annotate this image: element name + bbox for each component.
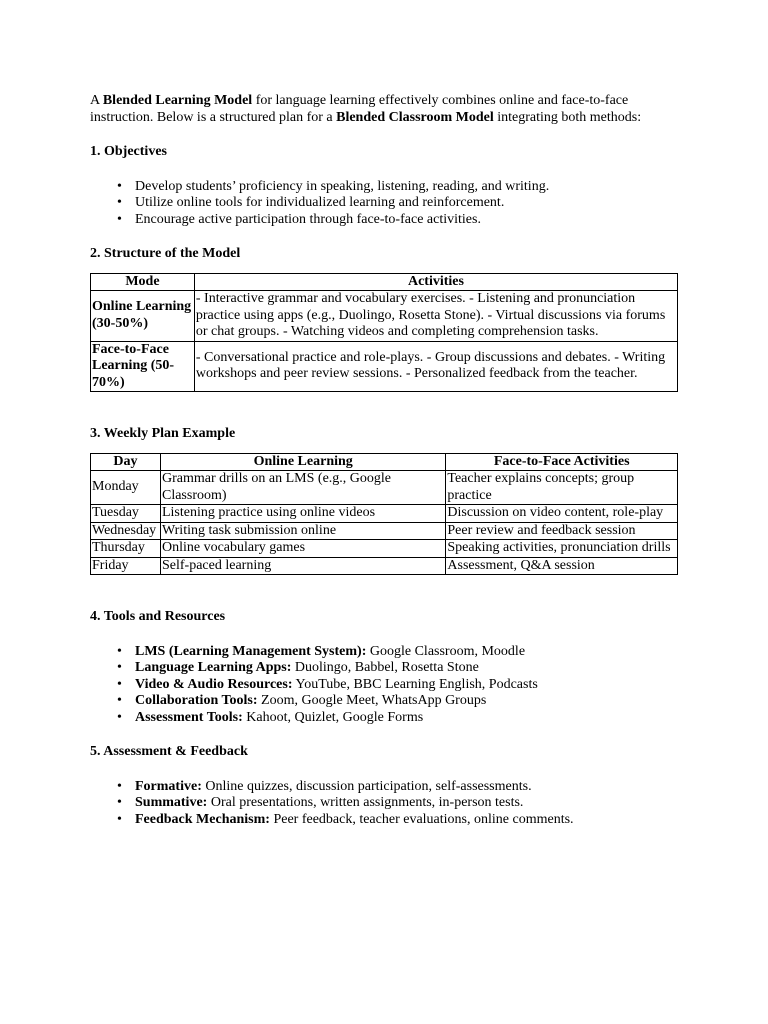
- item-label: Collaboration Tools:: [135, 693, 258, 708]
- day-cell: Friday: [91, 557, 161, 575]
- item-text: Peer feedback, teacher evaluations, online comments.: [269, 811, 574, 827]
- online-cell: Writing task submission online: [160, 522, 445, 540]
- item-label: Assessment Tools:: [135, 709, 243, 725]
- online-cell: Self-paced learning: [160, 557, 445, 575]
- intro-text-3: integrating both methods:: [493, 109, 642, 125]
- intro-bold-2: Blended Classroom Model: [336, 109, 494, 125]
- list-item: [135, 779, 680, 796]
- column-header: Mode: [91, 273, 195, 291]
- item-text: Kahoot, Quizlet, Google Forms: [242, 709, 424, 725]
- weekly-heading: 3. Weekly Plan Example: [90, 426, 236, 441]
- list-item: • Utilize online tools for individualized learning and reinforcement.: [135, 195, 680, 212]
- face-to-face-cell: Discussion on video content, role-play: [446, 505, 678, 523]
- list-item: • Develop students’ proficiency in speaking, listening, reading, and writing.: [135, 179, 680, 196]
- tools-list: [90, 644, 680, 727]
- online-cell: Listening practice using online videos: [160, 505, 445, 523]
- table-row: [91, 471, 678, 505]
- activities-cell: - Interactive grammar and vocabulary exercises. - Listening and pronunciation practice using apps (e.g., Duolingo, Rosetta Stone). - Virtual discussions via forums or chat groups. - Watching videos and completing comprehension tasks.: [194, 291, 677, 342]
- weekly-plan-table: [90, 453, 678, 576]
- day-cell: Monday: [91, 471, 161, 505]
- face-to-face-cell: Teacher explains concepts; group practice: [446, 471, 678, 505]
- online-cell: Online vocabulary games: [160, 540, 445, 558]
- intro-paragraph: [90, 93, 680, 126]
- item-label: Language Learning Apps:: [135, 660, 292, 675]
- item-text: Online quizzes, discussion participation, self-assessments.: [201, 778, 532, 794]
- item-label: Summative:: [135, 795, 208, 810]
- day-cell: Thursday: [91, 540, 161, 558]
- item-text: Google Classroom, Moodle: [366, 643, 526, 659]
- table-row: [91, 522, 678, 540]
- day-cell: Tuesday: [91, 505, 161, 523]
- item-label: LMS (Learning Management System):: [135, 643, 367, 659]
- structure-heading: 2. Structure of the Model: [90, 246, 241, 261]
- column-header: Day: [91, 453, 161, 471]
- objectives-list: [90, 179, 680, 229]
- column-header: Activities: [194, 273, 677, 291]
- assessment-list: [90, 779, 680, 829]
- list-item: [135, 693, 680, 710]
- mode-cell: Online Learning (30-50%): [91, 291, 195, 342]
- objectives-heading: 1. Objectives: [90, 144, 167, 159]
- item-text: YouTube, BBC Learning English, Podcasts: [292, 676, 538, 692]
- item-text: Oral presentations, written assignments, in-person tests.: [207, 795, 524, 810]
- item-label: Video & Audio Resources:: [135, 676, 293, 692]
- list-item: [135, 795, 680, 812]
- intro-bold-1: Blended Learning Model: [102, 93, 253, 108]
- face-to-face-cell: Assessment, Q&A session: [446, 557, 678, 575]
- table-row: [91, 505, 678, 523]
- intro-text-2: for language learning effectively combines online and face-to-face instruction. Below is a structured plan for a: [90, 93, 629, 125]
- item-label: Formative:: [135, 778, 202, 794]
- table-row: [91, 540, 678, 558]
- online-cell: Grammar drills on an LMS (e.g., Google Classroom): [160, 471, 445, 505]
- table-header-row: [91, 273, 678, 291]
- table-row: [91, 291, 678, 342]
- table-row: [91, 557, 678, 575]
- assessment-heading: 5. Assessment & Feedback: [90, 744, 248, 759]
- list-item: [135, 710, 680, 727]
- table-row: [91, 341, 678, 392]
- list-item: • Encourage active participation through face-to-face activities.: [135, 212, 680, 229]
- mode-cell: Face-to-Face Learning (50-70%): [91, 341, 195, 392]
- list-item: [135, 677, 680, 694]
- column-header: Online Learning: [160, 453, 445, 471]
- item-text: Duolingo, Babbel, Rosetta Stone: [291, 660, 479, 675]
- item-label: Feedback Mechanism:: [135, 811, 270, 827]
- table-header-row: [91, 453, 678, 471]
- activities-cell: - Conversational practice and role-plays. - Group discussions and debates. - Writing workshops and peer review sessions. - Personalized feedback from the teacher.: [194, 341, 677, 392]
- column-header: Face-to-Face Activities: [446, 453, 678, 471]
- list-item: [135, 644, 680, 661]
- item-text: Zoom, Google Meet, WhatsApp Groups: [257, 693, 487, 708]
- face-to-face-cell: Speaking activities, pronunciation drills: [446, 540, 678, 558]
- day-cell: Wednesday: [91, 522, 161, 540]
- tools-heading: 4. Tools and Resources: [90, 609, 226, 624]
- list-item: [135, 660, 680, 677]
- list-item: [135, 812, 680, 829]
- document-page: [90, 93, 680, 828]
- face-to-face-cell: Peer review and feedback session: [446, 522, 678, 540]
- intro-text-1: A: [90, 93, 103, 108]
- structure-table: [90, 273, 678, 393]
